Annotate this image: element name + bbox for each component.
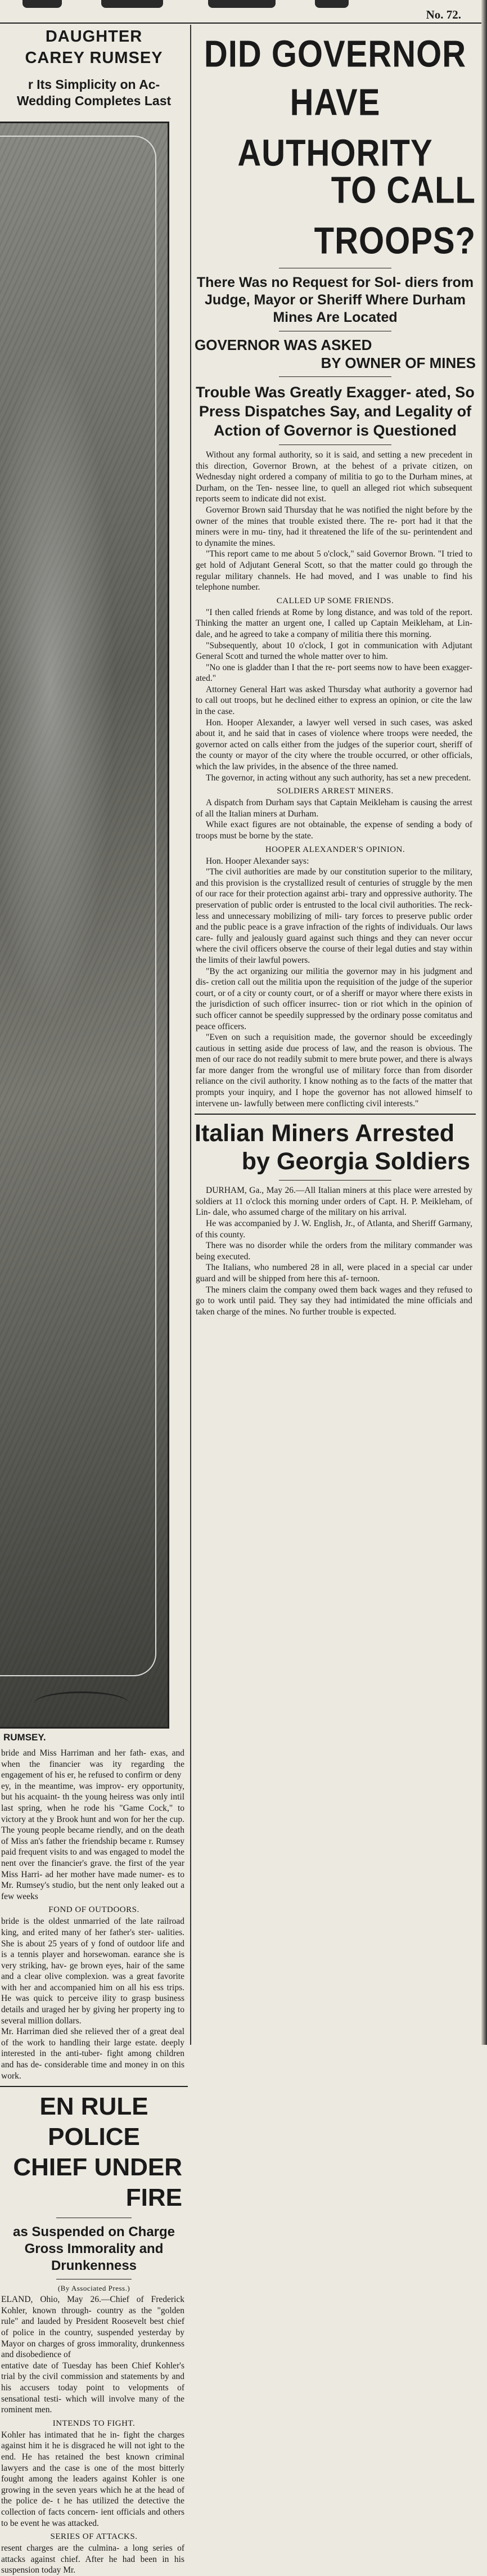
paragraph: Hon. Hooper Alexander says: xyxy=(206,856,309,866)
subhead-soldiers-arrest-miners: SOLDIERS ARREST MINERS. xyxy=(277,787,394,796)
divider xyxy=(0,2086,188,2087)
paragraph: There was no disorder while the orders from the military commander was being executed. xyxy=(196,1241,472,1262)
paragraph: ELAND, Ohio, May 26.—Chief of Frederick Kohler, known through- country as the "golden rule" and lauded by President Roosevelt best chief of police in the country, suspended yesterday by Mayor on charges of gross immorality, drunkenness and disobedience of xyxy=(1,2295,184,2360)
headline-rumsey-line-2: CAREY RUMSEY xyxy=(25,49,163,67)
paragraph: Hon. Hooper Alexander, a lawyer well versed in such cases, was asked about it, and he said that in cases of violence where troops were needed, the governor acted on calls either from the judges of the superior court, sheriff of the county or mayor of the city where the trouble occurred, or other officials, which the law privides, in the absence of the three named. xyxy=(196,717,472,772)
subhead-intends-to-fight: INTENDS TO FIGHT. xyxy=(52,2418,136,2428)
paragraph: "By the act organizing our militia the governor may in his judgment and dis- cretion call out the militia upon the requisition of the judge of the superior court, or of a city or county court, or of a sheriff or mayor where there exists in the jurisdiction of such officer insurrec- tion or riot which in the opinion of such officer cannot be speedily suppressed by the ordinary posse comitatus and peace officers. xyxy=(196,966,472,1031)
headline-governor-line-2: HAVE AUTHORITY xyxy=(237,81,433,174)
paragraph: He was accompanied by J. W. English, Jr., of Atlanta, and Sheriff Garmany, of this county. xyxy=(196,1219,472,1240)
divider xyxy=(195,1114,476,1115)
portrait-photo xyxy=(0,122,169,1729)
paragraph: DURHAM, Ga., May 26.—All Italian miners at this place were arrested by soldiers at 11 o'clock this morning under orders of Capt. H. P. Meikleham, of Lin- dale, who assumed charge of the military on his arrival. xyxy=(196,1186,472,1218)
paragraph: "The civil authorities are made by our constitution superior to the military, and this provision is the crystallized result of centuries of struggle by the men of our race for their protection against arbi- trary and oppressive authority. The preservation of public order is entrusted to the local civil authorities. The reck- less and unnecessary mobilizing of mili- tary forces to preserve public order and the public peace is a grave infraction of the rights of individuals. Our laws care- fully and jealously guard against such things and they can never occur where the civil officers observe the course of their legal duties and stay within the limits of their lawful powers. xyxy=(196,867,472,965)
masthead xyxy=(0,0,487,24)
deck-police-line-1: as Suspended on Charge xyxy=(12,2224,175,2240)
subhead-series-of-attacks: SERIES OF ATTACKS. xyxy=(50,2532,138,2542)
issue-number: No. 72. xyxy=(426,8,461,21)
headline-police-line-2: CHIEF UNDER FIRE xyxy=(13,2153,182,2212)
deck-rumsey-line-1: r Its Simplicity on Ac- xyxy=(28,77,160,92)
paragraph: A dispatch from Durham says that Captain Meikleham is causing the arrest of all the Italian miners at Durham. xyxy=(196,798,472,819)
paragraph: Governor Brown said Thursday that he was notified the night before by the owner of the mines that trouble existed there. The re- port had it that the miners were in mu- tiny, had it threatened the life of the su- perintendent and to dynamite the mines. xyxy=(196,505,472,548)
paragraph: "Subsequently, about 10 o'clock, I got in communication with Adjutant General Scott and turned the whole matter over to him. xyxy=(196,640,472,662)
paragraph: While exact figures are not obtainable, the expense of sending a body of troops must be borne by the state. xyxy=(196,820,472,841)
headline-governor-line-1: DID GOVERNOR xyxy=(204,33,467,75)
paragraph: bride and Miss Harriman and her fath- exas, and when the financier was ity regarding the engagement of his er, he refused to confirm or deny xyxy=(1,1748,184,1780)
subhead-alexander-opinion: HOOPER ALEXANDER'S OPINION. xyxy=(265,845,405,854)
paragraph: "This report came to me about 5 o'clock," said Governor Brown. "I tried to get hold of Adjutant General Scott, so that the matter could go through the regular military channels. He had moved, and I was unable to find his telephone number. xyxy=(196,549,472,593)
paragraph: The Italians, who numbered 28 in all, were placed in a special car under guard and will be shipped from here this af- ternoon. xyxy=(196,1263,472,1283)
deck-police-line-3: Drunkenness xyxy=(51,2258,137,2274)
headline-rumsey-line-1: DAUGHTER xyxy=(45,28,143,46)
paragraph: Mr. Harriman died she relieved ther of a great deal of the work to handling their large estate. deeply interested in the anti-tuber- fight among children and has de- considerable time and money in on this work. xyxy=(1,2027,184,2081)
deck-exaggerated: Trouble Was Greatly Exagger- ated, So Press Dispatches Say, and Legality of Action of Governor is Questioned xyxy=(196,384,475,439)
paragraph: The governor, in acting without any such authority, has set a new precedent. xyxy=(206,773,471,783)
left-column xyxy=(0,25,188,2576)
headline-governor-line-3: TO CALL TROOPS? xyxy=(314,169,476,262)
paragraph: bride is the oldest unmarried of the late railroad king, and erited many of her father's ster- ualities. She is about 25 years of y fond of outdoor life and is a tennis player and horsewoman. earance she is very striking, hav- ge brown eyes, hair of the same and a clear olive complexion. was a great favorite with her and accompanied him on all his ess trips. He was quick to perceive ility to grasp business details and uraged her by giving her property ing to several million dollars. xyxy=(1,1917,184,2026)
deck-no-request: There Was no Request for Sol- diers from Judge, Mayor or Sheriff Where Durham Mines Are Located xyxy=(196,275,474,325)
paragraph: resent charges are the culmina- a long series of attacks against chief. After he had been in his suspension today Mr. xyxy=(1,2543,184,2575)
headline-police-line-1: EN RULE POLICE xyxy=(39,2093,148,2151)
photo-border xyxy=(0,136,156,1676)
deck-asked-line-2: BY OWNER OF MINES xyxy=(321,354,476,371)
paragraph: Without any formal authority, so it is said, and setting a new precedent in this direction, Governor Brown, at the behest of a private citizen, on Wednesday night ordered a company of militia to go to the Durham mines, at Durham, on the Ten- nessee line, to quell an alleged riot which subsequent reports seem to indicate did not exist. xyxy=(196,450,472,504)
paragraph: ey, in the meantime, was improv- ery opportunity, but his acquaint- th the young heiress was only intil last spring, when he rode his "Game Cock," to victory at the y Brook hunt and won for her the cup. The young people became riendly, and on the death of Miss an's father the friendship became r. Rumsey paid frequent visits to and was engaged to model the nent over the financier's grave. the first of the year Miss Harri- ad her mother have made numer- es to Mr. Rumsey's studio, but the nent only leaked out a few weeks xyxy=(1,1781,184,1901)
paragraph: entative date of Tuesday has been Chief Kohler's trial by the civil commission and statements by and his accusers today point to velopments of sensational testi- which will involve many of the rominent men. xyxy=(1,2360,184,2415)
masthead-ornament xyxy=(22,0,62,8)
column-rule xyxy=(190,25,191,2045)
page-edge-shadow xyxy=(481,0,487,2045)
deck-asked-line-1: GOVERNOR WAS ASKED xyxy=(195,336,372,353)
paragraph: "Even on such a requisition made, the governor should be exceedingly cautious in setting aside due process of law, and the reason is obvious. The men of our race do not readily submit to mere brute power, and there is always far more danger from the wrongful use of military force than from disorder reliance on the civil authority. I know nothing as to the facts of the matter that prompts your inquiry, and I hope the governor has not allowed himself to intervene un- lawfully between mere conflicting civil interests." xyxy=(196,1033,472,1109)
paragraph: Attorney General Hart was asked Thursday what authority a governor had to call out troops, but he declined either to express an opinion, or cite the law in the case. xyxy=(196,684,472,717)
subhead-called-up-friends: CALLED UP SOME FRIENDS. xyxy=(276,596,394,605)
masthead-ornament xyxy=(315,0,349,8)
deck-police-line-2: Gross Immorality and xyxy=(24,2241,164,2257)
right-column xyxy=(195,25,476,1317)
laurel-ornament-icon xyxy=(34,1691,129,1716)
subhead-fond-of-outdoors: FOND OF OUTDOORS. xyxy=(48,1905,139,1915)
paragraph: "I then called friends at Rome by long distance, and was told of the report. Thinking the matter an urgent one, I called up Captain Meikleham, at Lin- dale, and he agreed to take a company of militia there this morning. xyxy=(196,607,472,639)
photo-caption: RUMSEY. xyxy=(3,1732,46,1743)
masthead-ornament xyxy=(208,0,276,8)
byline: (By Associated Press.) xyxy=(57,2284,130,2293)
paragraph: Kohler has intimated that he in- fight the charges against him it he is disgraced he will not ight to the end. He has retained the best known criminal lawyers and the case is one of the most bitterly fought among the leaders against Kohler is one growing in the seven years which he at the head of the police de- t he has utilized the detective the collection of facts concern- ient officials and others to be event he was attacked. xyxy=(1,2430,184,2528)
divider xyxy=(279,1180,391,1181)
paragraph: "No one is gladder than I that the re- port seems now to have been exagger- ated." xyxy=(196,662,472,684)
headline-italian-line-1: Italian Miners Arrested xyxy=(195,1120,454,1147)
masthead-ornament xyxy=(101,0,163,8)
paragraph: The miners claim the company owed them back wages and they refused to go to work until paid. They say they had intimidated the mine officials and taken charge of the mines. No further trouble is expected. xyxy=(196,1285,472,1317)
deck-rumsey-line-2: Wedding Completes Last xyxy=(16,93,172,108)
divider xyxy=(279,376,391,377)
headline-italian-line-2: by Georgia Soldiers xyxy=(241,1148,470,1175)
